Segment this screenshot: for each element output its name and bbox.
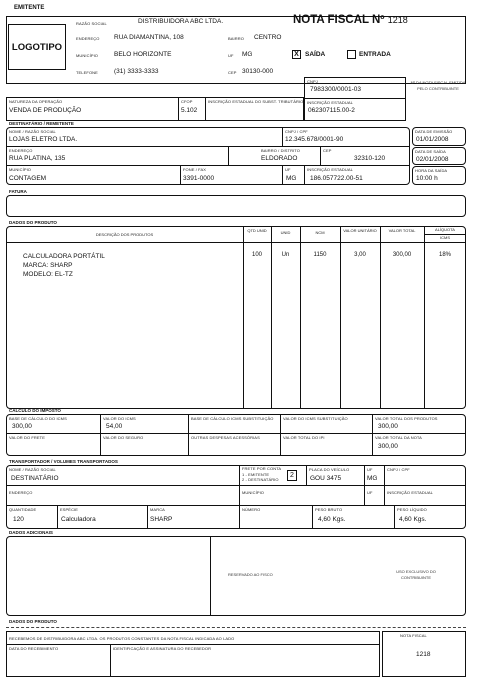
item-valor-unit: 3,00 (354, 252, 366, 258)
dest-cep: 32310-120 (354, 155, 386, 162)
saida-date-label: DATA DE SAÍDA (415, 149, 446, 154)
divider (239, 485, 240, 505)
emitente-telefone-label: TELEFONE (76, 70, 98, 75)
adicionais-section-label: DADOS ADICIONAIS (9, 530, 53, 535)
dest-municipio: CONTAGEM (9, 175, 47, 182)
recibo-ident-label: IDENTIFICAÇÃO E ASSINATURA DO RECEBEDOR (113, 646, 212, 651)
nota-cnpj-label: CNPJ (307, 79, 318, 84)
natureza: VENDA DE PRODUÇÃO (9, 107, 82, 114)
hora-label: HORA DA SAÍDA (415, 168, 448, 173)
peso-bruto: 4,60 Kgs. (318, 516, 346, 523)
divider (188, 414, 189, 456)
base-icms: 300,00 (12, 423, 32, 430)
emitente-endereco: RUA DIAMANTINA, 108 (114, 34, 184, 41)
cfop-label: CFOP (181, 99, 193, 104)
divider (306, 465, 307, 485)
col-header-aliquota: ALÍQUOTA (435, 227, 455, 232)
especie: Calculadora (61, 516, 96, 523)
cut-line (6, 627, 466, 628)
fisco-note: RESERVADO AO FISCO (228, 572, 273, 577)
marca-label: MARCA (150, 507, 165, 512)
marca: SHARP (150, 516, 173, 523)
quantidade-label: QUANTIDADE (9, 507, 37, 512)
transp-nome: DESTINATÁRIO (11, 475, 59, 482)
col-header-valor-unit: VALOR UNITÁRIO (343, 228, 377, 233)
emitente-uf-label: UF (228, 53, 234, 58)
dest-endereco-label: ENDEREÇO (9, 148, 33, 153)
emitente-uf: MG (242, 51, 253, 58)
frete-conta-box[interactable]: 2 (287, 470, 297, 481)
calculo-section-label: CÁLCULO DO IMPOSTO (9, 408, 61, 413)
peso-liquido-label: PESO LÍQUIDO (397, 507, 427, 512)
divider (239, 505, 240, 529)
logo-placeholder: LOGOTIPO (8, 24, 66, 70)
col-header-valor-total: VALOR TOTAL (388, 228, 416, 233)
divider (320, 146, 321, 165)
despesas-label: OUTRAS DESPESAS ACESSÓRIAS (191, 435, 260, 440)
total-nota-label: VALOR TOTAL DA NOTA (375, 435, 422, 440)
item-qtd: 100 (251, 252, 262, 258)
divider (384, 465, 385, 485)
quantidade: 120 (13, 516, 24, 523)
contribuinte-note: USO EXCLUSIVO DO CONTRIBUINTE (396, 569, 436, 580)
dest-cep-label: CEP (323, 148, 332, 153)
divider (205, 97, 206, 121)
divider (372, 414, 373, 456)
base-st-label: BASE DE CÁLCULO ICMS SUBSTITUIÇÃO (191, 416, 274, 421)
natureza-label: NATUREZA DA OPERAÇÃO (9, 99, 63, 104)
nota-title: NOTA FISCAL Nº 1218 (293, 14, 408, 26)
emitente-municipio-label: MUNICÍPIO (76, 53, 99, 58)
total-produtos-label: VALOR TOTAL DOS PRODUTOS (375, 416, 438, 421)
emitente-endereco-label: ENDEREÇO (76, 36, 100, 41)
dest-bairro-label: BAIRRO / DISTRITO (261, 148, 300, 153)
peso-liquido: 4,60 Kgs. (399, 516, 427, 523)
divider (178, 97, 179, 121)
divider (312, 505, 313, 529)
emitente-cep: 30130-000 (242, 68, 274, 75)
divider (6, 146, 410, 147)
emitente-municipio: BELO HORIZONTE (114, 51, 172, 58)
seguro-label: VALOR DO SEGURO (103, 435, 144, 440)
recibo-nf-label: NOTA FISCAL (400, 633, 427, 638)
ipi-label: VALOR TOTAL DO IPI (283, 435, 325, 440)
emissao-label: DATA DE EMISSÃO (415, 129, 453, 134)
dest-ie: 186.057722.00-51 (310, 175, 363, 182)
dest-fone-label: FONE / FAX (183, 167, 207, 172)
valor-icms: 54,00 (106, 423, 123, 430)
transp-endereco-label: ENDEREÇO (9, 490, 33, 495)
divider (6, 505, 466, 506)
item-unid: Un (281, 252, 290, 258)
nota-cnpj: 7983300/0001-03 (310, 86, 361, 93)
transp-cnpj-label: CNPJ / CPF (387, 467, 410, 472)
placa: GOU 3475 (310, 475, 342, 482)
dest-cnpj-label: CNPJ / CPF (285, 129, 308, 134)
item-desc-line2: MARCA: SHARP (23, 262, 73, 269)
frete-conta-label: FRETE POR CONTA (242, 466, 282, 471)
destinatario-section-label: DESTINATÁRIO / REMETENTE (9, 121, 74, 126)
hora: 10:00 h (416, 175, 438, 182)
saida-date: 02/01/2008 (416, 156, 449, 163)
nota-ie: 062307115.00-2 (308, 107, 355, 114)
dest-nome: LOJAS ELETRO LTDA. (9, 136, 78, 143)
divider (364, 485, 365, 505)
divider (210, 536, 211, 616)
divider (304, 98, 406, 99)
transp-ie-label: INSCRIÇÃO ESTADUAL (387, 490, 433, 495)
numero-label: NÚMERO (242, 507, 261, 512)
divider (110, 644, 111, 677)
emitente-section-label: EMITENTE (14, 5, 45, 11)
total-nota: 300,00 (378, 443, 398, 450)
divider (282, 165, 283, 185)
transp-uf: MG (367, 475, 378, 482)
peso-bruto-label: PESO BRUTO (315, 507, 343, 512)
frete-label: VALOR DO FRETE (9, 435, 45, 440)
item-desc-line3: MODELO: EL-TZ (23, 271, 73, 278)
dest-ie-label: INSCRIÇÃO ESTADUAL (307, 167, 353, 172)
divider (364, 465, 365, 485)
item-aliquota: 18% (438, 252, 451, 258)
fatura-box (6, 195, 466, 217)
divider (100, 414, 101, 456)
valor-icms-label: VALOR DO ICMS (103, 416, 136, 421)
especie-label: ESPÉCIE (60, 507, 79, 512)
col-header-icms: ICMS (440, 235, 450, 240)
dest-endereco: RUA PLATINA, 135 (9, 155, 66, 162)
item-desc-line1: CALCULADORA PORTÁTIL (23, 253, 105, 260)
nota-right-note: Nº DA NOTA FISCAL EMITIDA PELO CONTRIBUINTE (410, 80, 466, 91)
recibo-nf-number: 1218 (416, 651, 431, 658)
emitente-bairro: CENTRO (254, 34, 282, 41)
placa-label: PLACA DO VEÍCULO (309, 467, 350, 472)
col-header-qtd: QTD UNID (247, 228, 267, 233)
fatura-section-label: FATURA (9, 189, 27, 194)
emitente-razao: DISTRIBUIDORA ABC LTDA. (138, 18, 224, 25)
item-valor-total: 300,00 (392, 252, 412, 258)
divider (6, 485, 466, 486)
dest-fone: 3391-0000 (183, 175, 215, 182)
divider (6, 433, 466, 434)
saida-label: SAÍDA (305, 51, 326, 58)
dest-municipio-label: MUNICÍPIO (9, 167, 32, 172)
produtos-section-label: DADOS DO PRODUTO (9, 220, 57, 225)
transp-uf-label: UF (367, 467, 373, 472)
table-header-divider (6, 242, 466, 243)
item-ncm: 1150 (313, 252, 327, 258)
divider (394, 505, 395, 529)
base-icms-label: BASE DE CÁLCULO DO ICMS (9, 416, 67, 421)
frete-opt1: 1 - EMITENTE (242, 472, 270, 477)
transp-municipio-label: MUNICÍPIO (242, 490, 265, 495)
saida-checkbox[interactable]: X (292, 50, 301, 59)
emitente-bairro-label: BAIRRO (228, 36, 244, 41)
col-header-unid: UNID (280, 230, 291, 235)
dest-bairro: ELDORADO (261, 155, 298, 162)
emissao: 01/01/2008 (416, 136, 449, 143)
divider (239, 465, 240, 485)
col-header-descricao: DESCRIÇÃO DOS PRODUTOS (95, 232, 154, 237)
transp-uf2-label: UF (367, 490, 373, 495)
icms-st-label: VALOR DO ICMS SUBSTITUIÇÃO (283, 416, 348, 421)
nota-ie-label: INSCRIÇÃO ESTADUAL (307, 100, 353, 105)
emitente-razao-label: RAZÃO SOCIAL (76, 21, 107, 26)
divider (147, 505, 148, 529)
col-header-ncm: NCM (315, 230, 325, 235)
divider (57, 505, 58, 529)
recibo-received-label: RECEBEMOS DE DISTRIBUIDORA ABC LTDA. OS PRODUTOS CONSTANTES DA NOTA FISCAL INDICADA AO LADO (9, 636, 235, 641)
recibo-data-label: DATA DO RECEBIMENTO (9, 646, 59, 651)
transp-nome-label: NOME / RAZÃO SOCIAL (9, 467, 56, 472)
cfop: 5.102 (181, 107, 198, 114)
dest-cnpj: 12.345.678/0001-90 (285, 136, 344, 143)
divider (180, 165, 181, 185)
divider (280, 414, 281, 456)
emitente-cep-label: CEP (228, 70, 237, 75)
dest-uf: MG (286, 175, 297, 182)
divider (282, 127, 283, 146)
divider (6, 165, 410, 166)
entrada-checkbox[interactable] (347, 50, 356, 59)
divider (6, 644, 380, 645)
divider (228, 146, 229, 165)
divider (384, 485, 385, 505)
emitente-telefone: (31) 3333-3333 (114, 68, 159, 75)
entrada-label: ENTRADA (359, 51, 391, 58)
dest-uf-label: UF (285, 167, 291, 172)
transportador-section-label: TRANSPORTADOR / VOLUMES TRANSPORTADOS (9, 459, 118, 464)
ie-subst-label: INSCRIÇÃO ESTADUAL DO SUBST. TRIBUTÁRIO (208, 99, 304, 104)
recibo-section-label: DADOS DO PRODUTO (9, 619, 57, 624)
total-produtos: 300,00 (378, 423, 398, 430)
dest-nome-label: NOME / RAZÃO SOCIAL (9, 129, 56, 134)
frete-opt2: 2 - DESTINATÁRIO (242, 477, 279, 482)
divider (304, 165, 305, 185)
